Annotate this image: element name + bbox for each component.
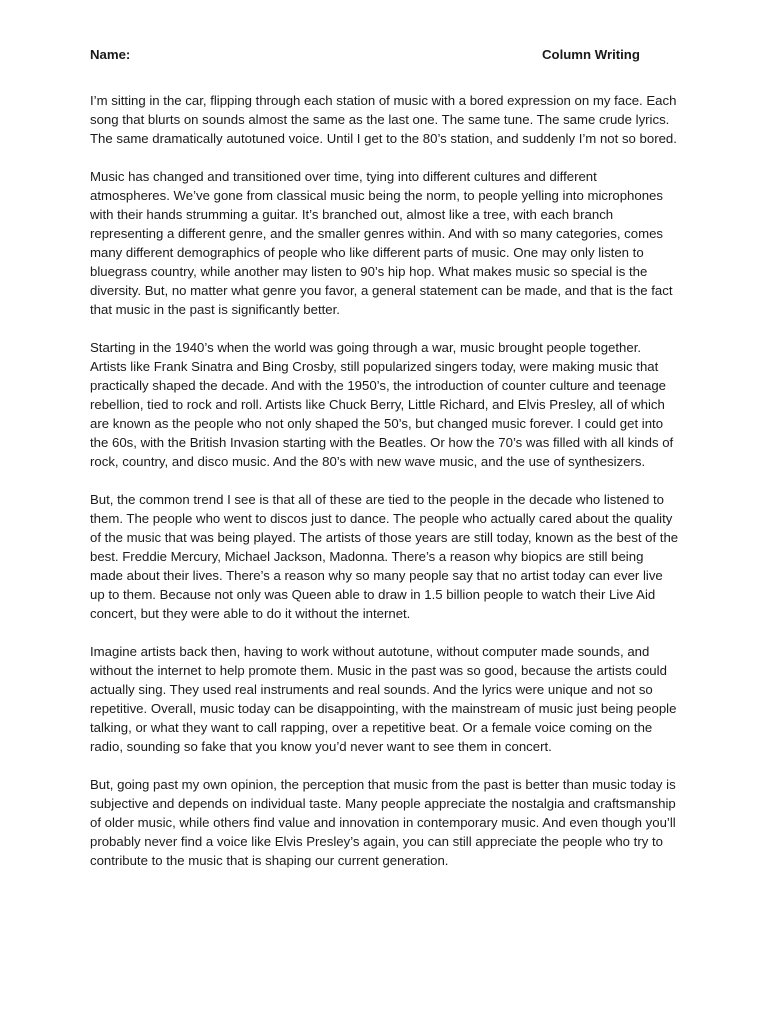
- paragraph-6: But, going past my own opinion, the perception that music from the past is better than music today is subjective and depends on individual taste. Many people appreciate the nostalgia and craftsmanship of older music, while others find value and innovation in contemporary music. And even though you’ll probably never find a voice like Elvis Presley’s again, you can still appreciate the people who try to contribute to the music that is shaping our current generation.: [90, 777, 676, 868]
- name-label: Name:: [90, 47, 131, 62]
- paragraph-3: Starting in the 1940’s when the world was going through a war, music brought people together. Artists like Frank Sinatra and Bing Crosby, still popularized singers today, were making music that practically shaped the decade. And with the 1950’s, the introduction of counter culture and teenage rebellion, tied to rock and roll. Artists like Chuck Berry, Little Richard, and Elvis Presley, all of which are known as the people who not only shaped the 50’s, but changed music forever. I could get into the 60s, with the British Invasion starting with the Beatles. Or how the 70’s was filled with all kinds of rock, country, and disco music. And the 80’s with new wave music, and the use of synthesizers.: [90, 340, 674, 469]
- paragraph-2: Music has changed and transitioned over time, tying into different cultures and different atmospheres. We’ve gone from classical music being the norm, to people yelling into microphones with their hands strumming a guitar. It’s branched out, almost like a tree, with each branch representing a different genre, and the smaller genres within. And with so many categories, comes many different demographics of people who like different parts of music. One may only listen to bluegrass country, while another may listen to 90’s hip hop. What makes music so special is the diversity. But, no matter what genre you favor, a general statement can be made, and that is the fact that music in the past is significantly better.: [90, 169, 673, 317]
- document-body: [90, 91, 680, 889]
- paragraph-5: Imagine artists back then, having to work without autotune, without computer made sounds, and without the internet to help promote them. Music in the past was so good, because the artists could actually sing. They used real instruments and real sounds. And the lyrics were unique and not so repetitive. Overall, music today can be disappointing, with the mainstream of music just being people talking, or what they want to call rapping, over a repetitive beat. Or a female voice coming on the radio, sounding so fake that you know you’d never want to see them in concert.: [90, 644, 677, 754]
- paragraph-4: But, the common trend I see is that all of these are tied to the people in the decade who listened to them. The people who went to discos just to dance. The people who actually cared about the quality of the music that was being played. The artists of those years are still today, known as the best of the best. Freddie Mercury, Michael Jackson, Madonna. There’s a reason why biopics are still being made about their lives. There’s a reason why so many people say that no artist today can ever live up to them. Because not only was Queen able to draw in 1.5 billion people to watch their Live Aid concert, but they were able to do it without the internet.: [90, 492, 679, 621]
- paragraph-1: I’m sitting in the car, flipping through each station of music with a bored expression on my face. Each song that blurts on sounds almost the same as the last one. The same tune. The same crude lyrics. The same dramatically autotuned voice. Until I get to the 80’s station, and suddenly I’m not so bored.: [90, 93, 677, 146]
- document-title: Column Writing: [542, 47, 640, 62]
- document-header: [90, 45, 678, 65]
